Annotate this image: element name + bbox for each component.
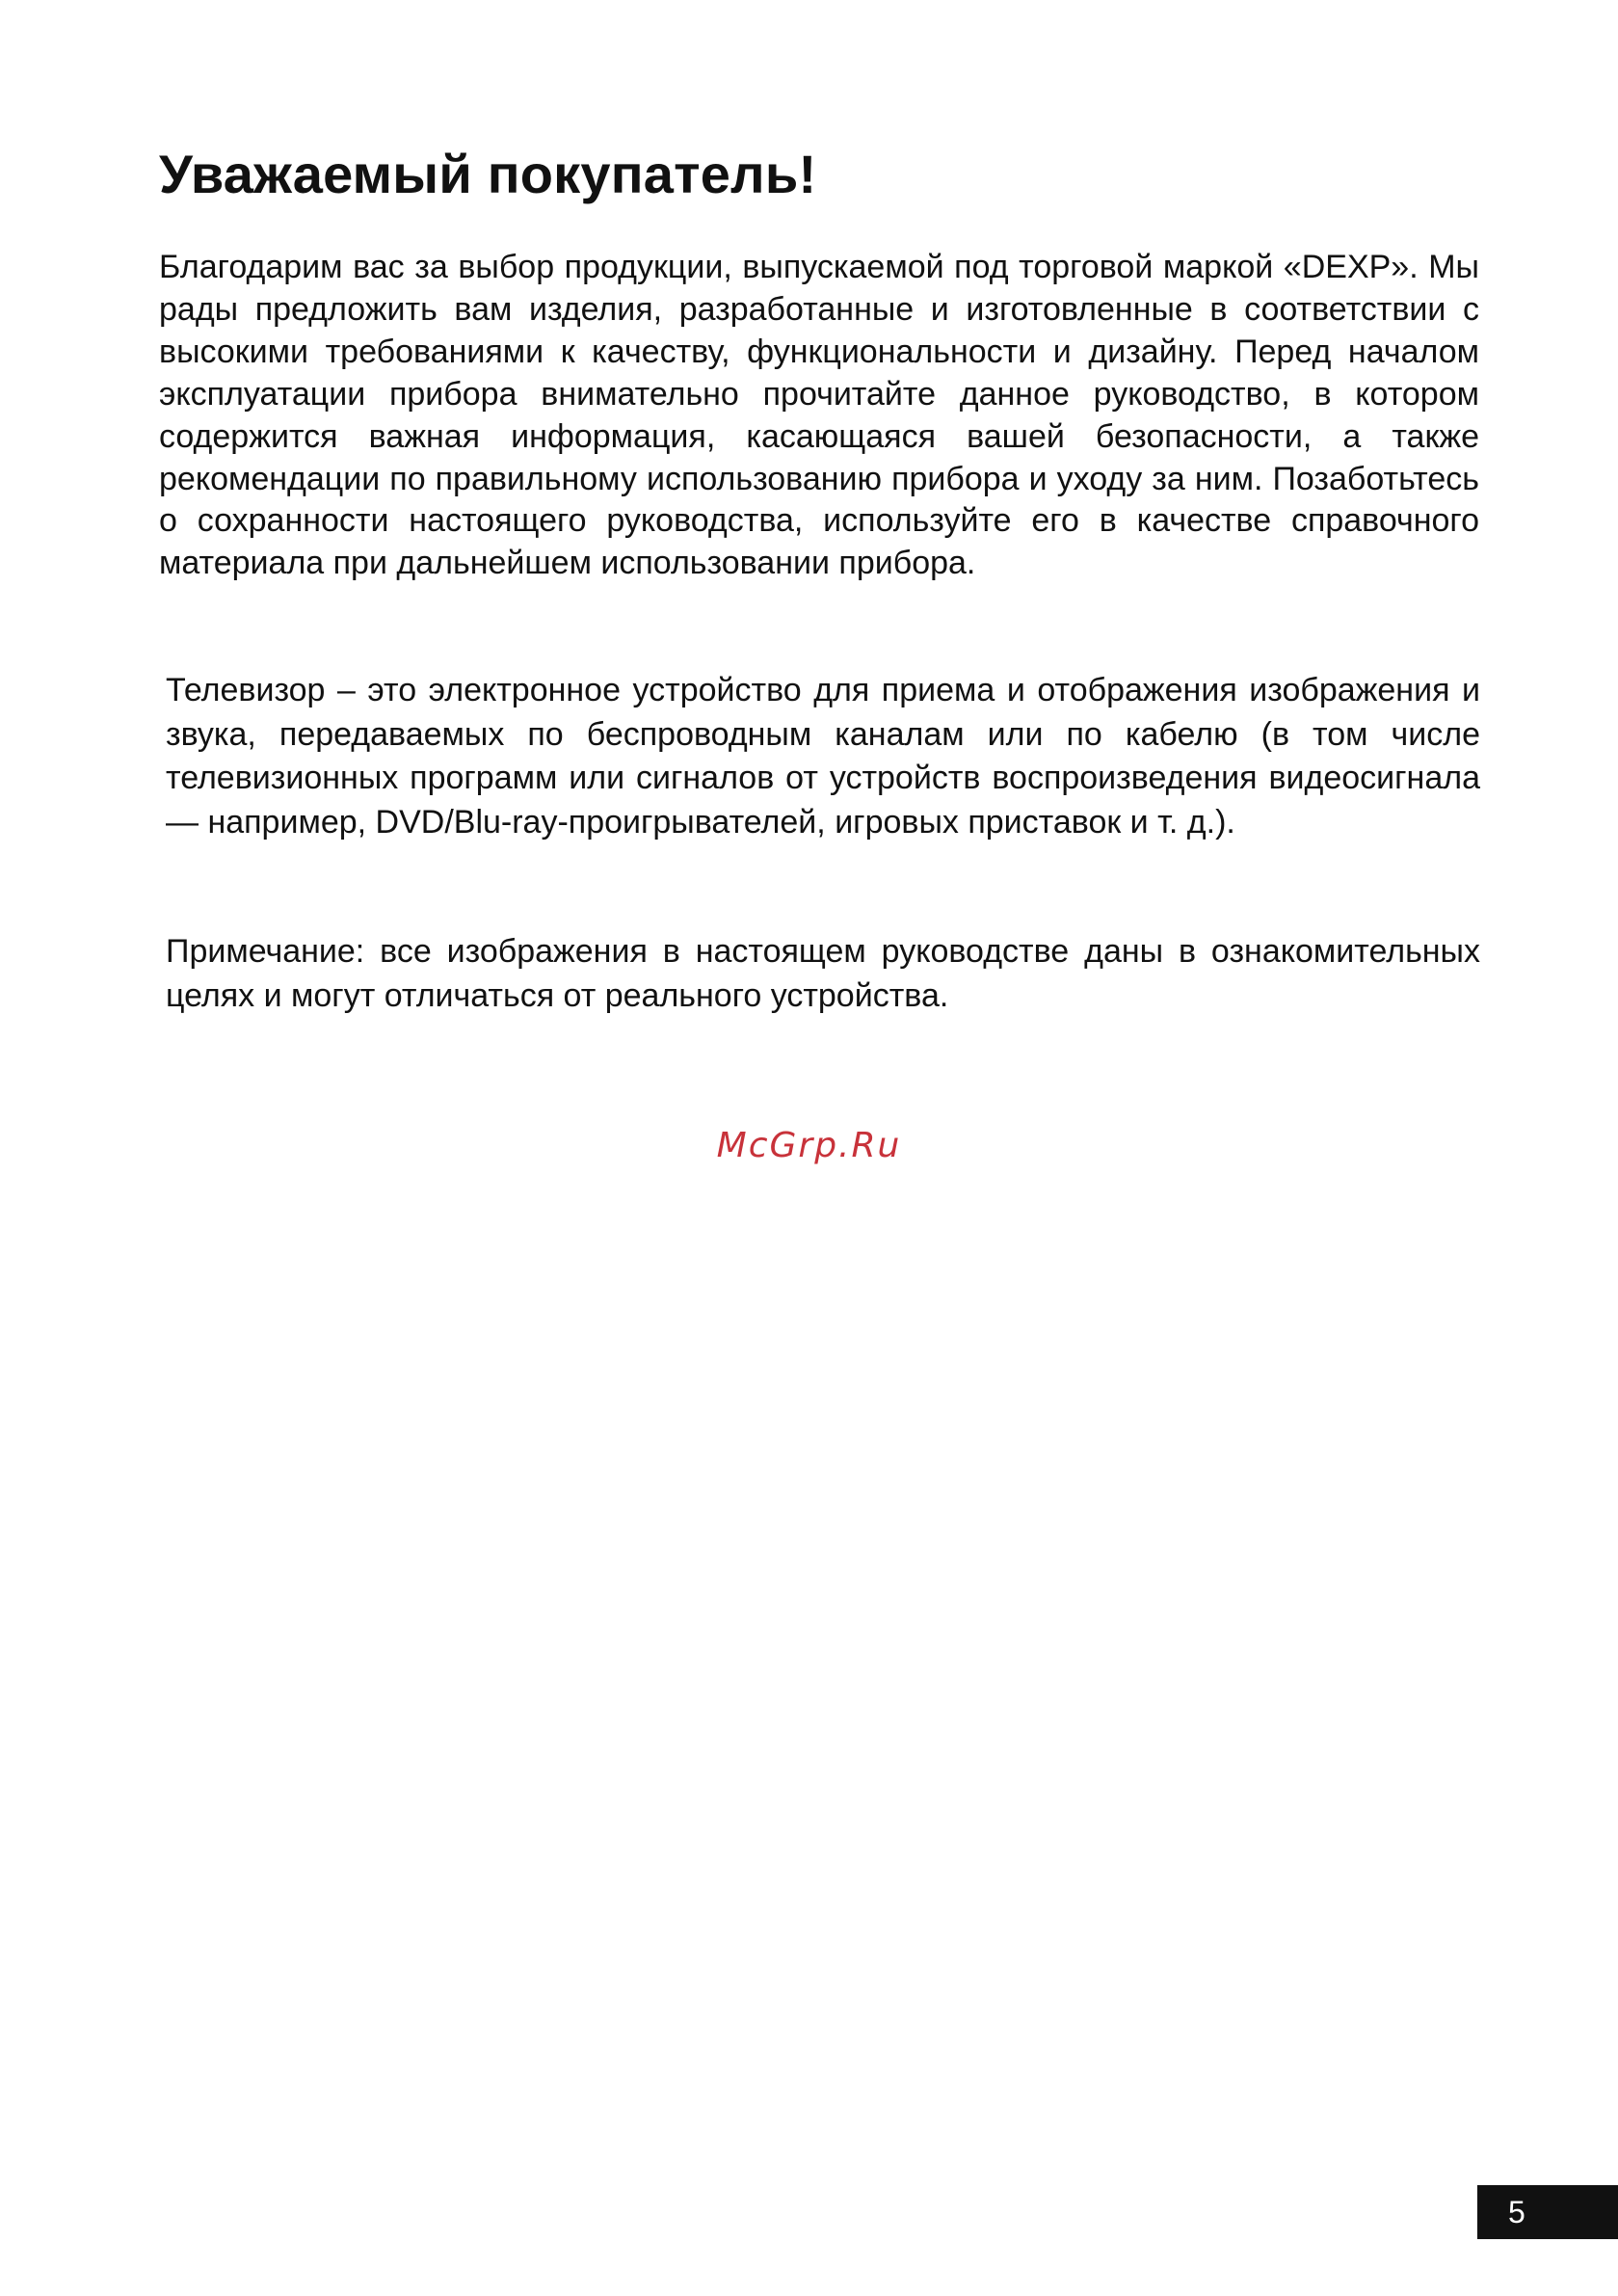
page-title: Уважаемый покупатель! (159, 144, 817, 204)
watermark-text: McGrp.Ru (716, 1126, 902, 1165)
intro-paragraph: Благодарим вас за выбор продукции, выпускаемой под торговой маркой «DEXP». Мы рады предложить вам изделия, разработанные и изготовленные в соответствии с высокими требованиями к качеству, функциональности и дизайну. Перед началом эксплуатации прибора внимательно прочитайте данное руководство, в котором содержится важная информация, касающаяся вашей безопасности, а также рекомендации по правильному использованию прибора и уходу за ним. Позаботьтесь о сохранности настоящего руководства, используйте его в качестве справочного материала при дальнейшем использовании прибора. (159, 249, 1479, 582)
page-number: 5 (1508, 2195, 1525, 2229)
page-number-badge (1477, 2185, 1618, 2239)
note-paragraph: Примечание: все изображения в настоящем руководстве даны в ознакомительных целях и могут отличаться от реального устройства. (166, 933, 1480, 1014)
tv-definition-paragraph: Телевизор – это электронное устройство для приема и отображения изображения и звука, передаваемых по беспроводным каналам или по кабелю (в том числе телевизионных программ или сигналов от устройств воспроизведения видеосигнала — например, DVD/Blu-ray-проигрывателей, игровых приставок и т. д.). (166, 672, 1480, 841)
